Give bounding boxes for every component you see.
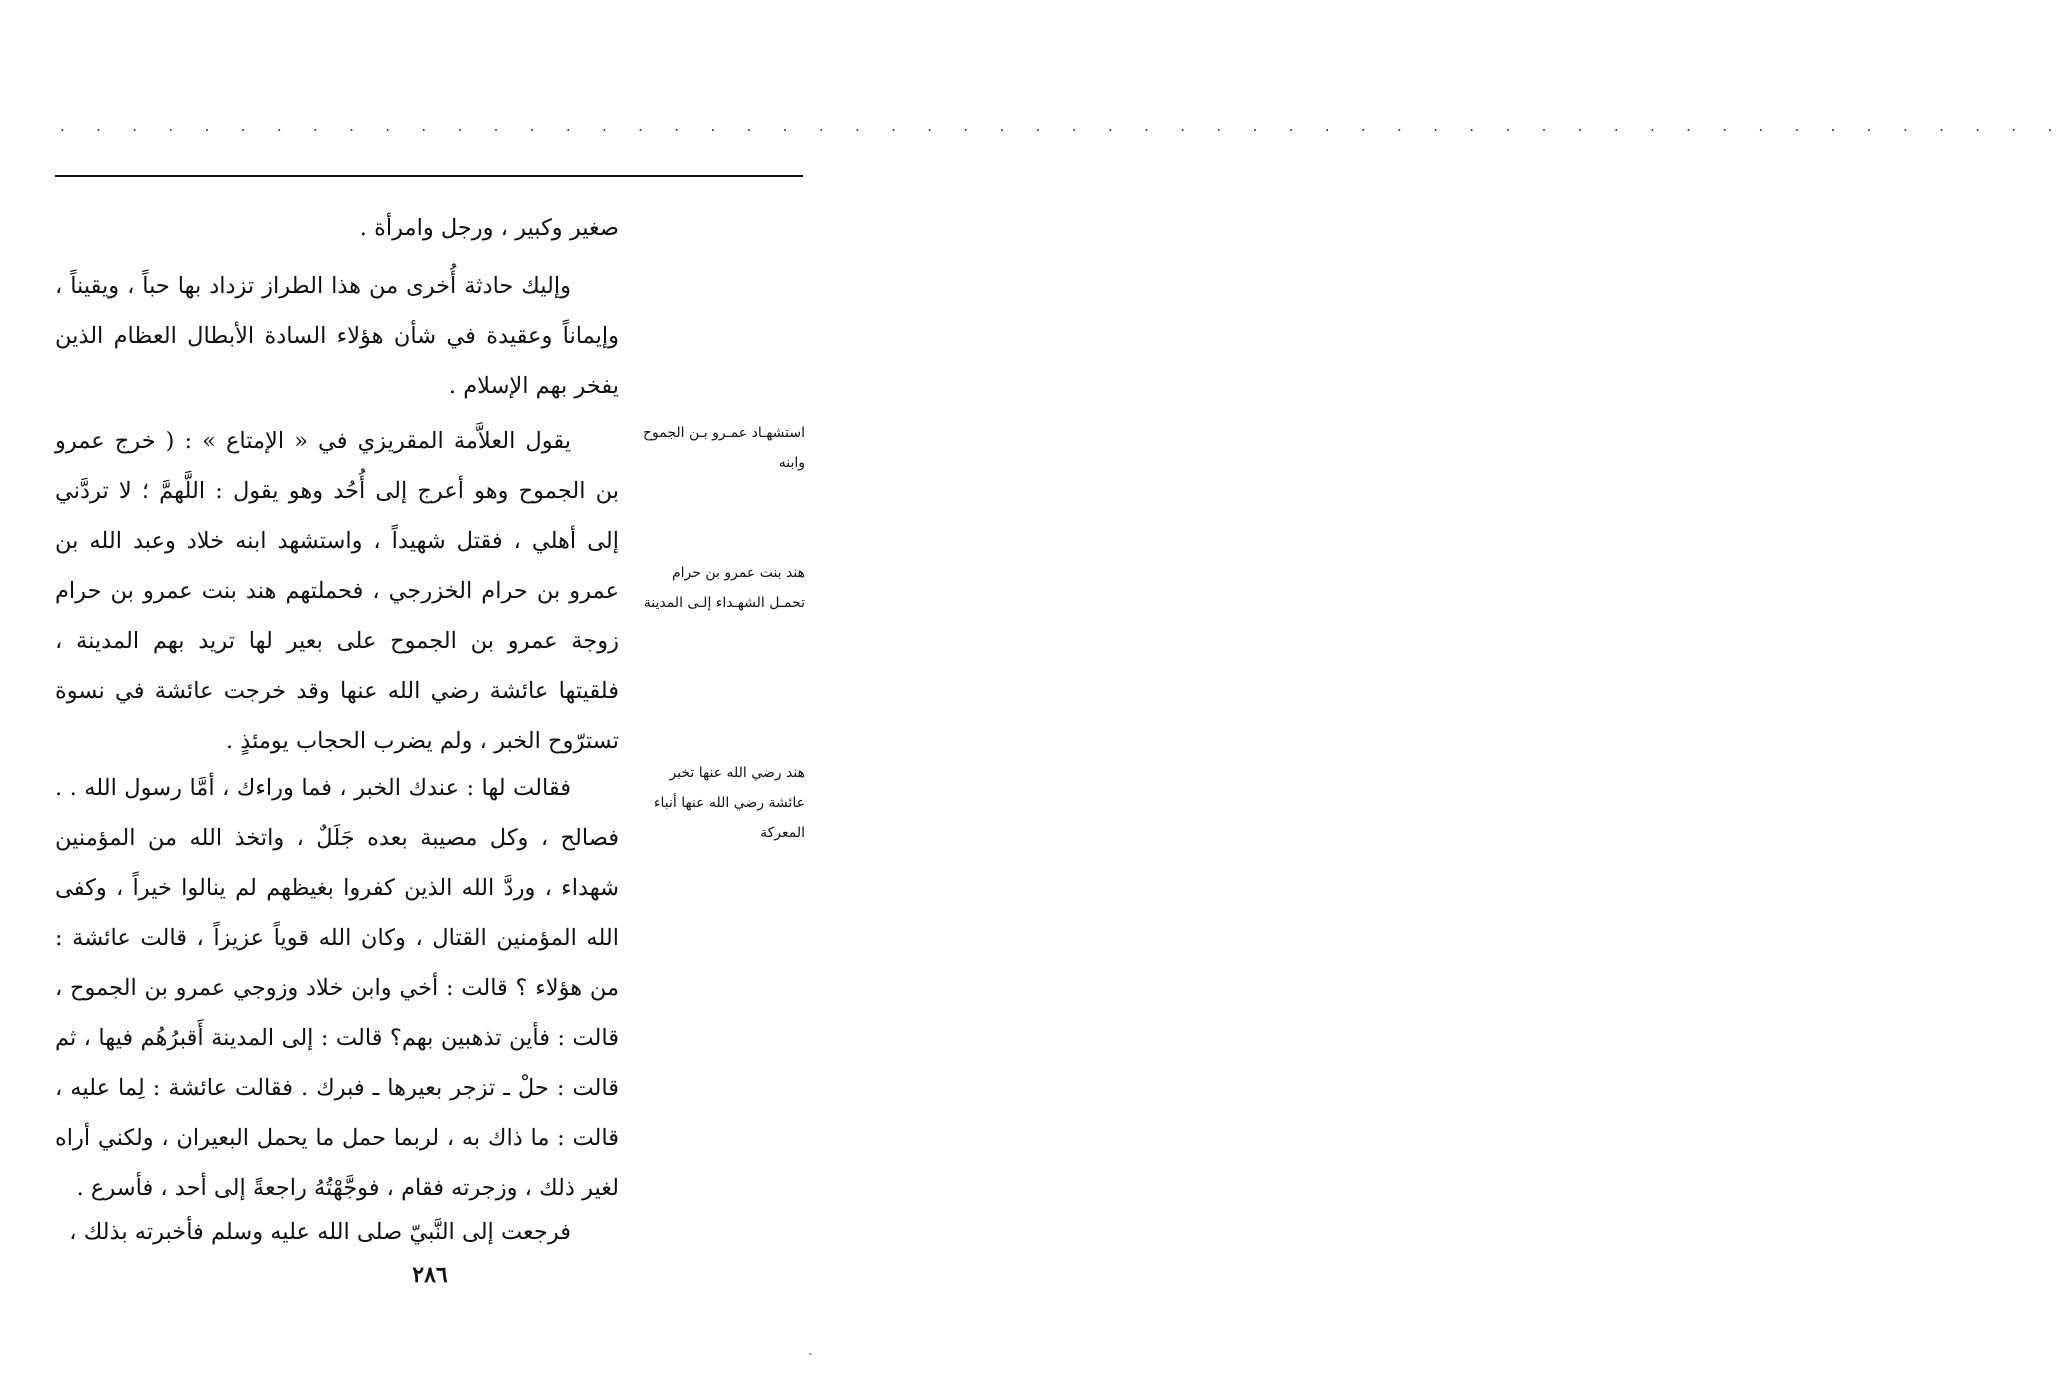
side-note-1: استشهـاد عمـرو بـن الجموح وابنه — [643, 425, 805, 471]
paragraph-5: فرجعت إلى النَّبيّ صلى الله عليه وسلم فأخبرته بذلك ، — [69, 1219, 571, 1245]
paragraph-4: فقالت لها : عندك الخبر ، فما وراءك ، أمَّا رسول الله . . فصالح ، وكل مصيبة بعده جَلَلٌ ، واتخذ الله من المؤمنين شهداء ، وردَّ الله الذين كفروا بغيظهم لم ينالوا خيراً ، وكفى الله المؤمنين القتال ، وكان الله قوياً عزيزاً ، قالت عائشة : من هؤلاء ؟ قالت : أخي وابن خلاد وزوجي عمرو بن الجموح ، قالت : فأين تذهبين بهم؟ قالت : إلى المدينة أَقبرُهُم فيها ، ثم قالت : حلْ ـ تزجر بعيرها ـ فبرك . فقالت عائشة : لِما عليه ، قالت : ما ذاك به ، لربما حمل ما يحمل البعيران ، ولكني أراه لغير ذلك ، وزجرته فقام ، فوجَّهْتُهُ راجعةً إلى أحد ، فأسرع . — [55, 775, 619, 1201]
paragraph-3: يقول العلاَّمة المقريزي في « الإمتاع » : ( خرج عمرو بن الجموح وهو أعرج إلى أُحُد وهو يقول : اللَّهمَّ ؛ لا تردَّني إلى أهلي ، فقتل شهيداً ، واستشهد ابنه خلاد وعبد الله بن عمرو بن حرام الخزرجي ، فحملتهم هند بنت عمرو بن حرام زوجة عمرو بن الجموح على بعير لها تريد بهم المدينة ، فلقيتها عائشة رضي الله عنها وقد خرجت عائشة في نسوة تسترّوح الخبر ، ولم يضرب الحجاب يومئذٍ . — [55, 428, 619, 754]
corner-mark: . — [808, 1343, 813, 1359]
header-rule — [55, 175, 803, 177]
side-note-3: هند رضي الله عنها تخبر عائشة رضي الله عنها أنباء المعركة — [653, 765, 805, 841]
side-note-2: هند بنت عمرو بن حرام تحمـل الشهـداء إلـى المدينة — [643, 565, 805, 611]
paragraph-1: صغير وكبير ، ورجل وامرأة . — [359, 215, 619, 241]
paragraph-2: وإليك حادثة أُخرى من هذا الطراز تزداد بها حباً ، ويقيناً ، وإيماناً وعقيدة في شأن هؤلاء السادة الأبطال العظام الذين يفخر بهم الإسلام . — [55, 273, 619, 399]
header-dotted-line: . . . . . . . . . . . . . . . . . . . . . . . . . . . . . . . . . . . . . . . . . . . . . . . . . . . . . . . . — [60, 117, 2066, 135]
page-number: ٢٨٦ — [412, 1262, 448, 1288]
